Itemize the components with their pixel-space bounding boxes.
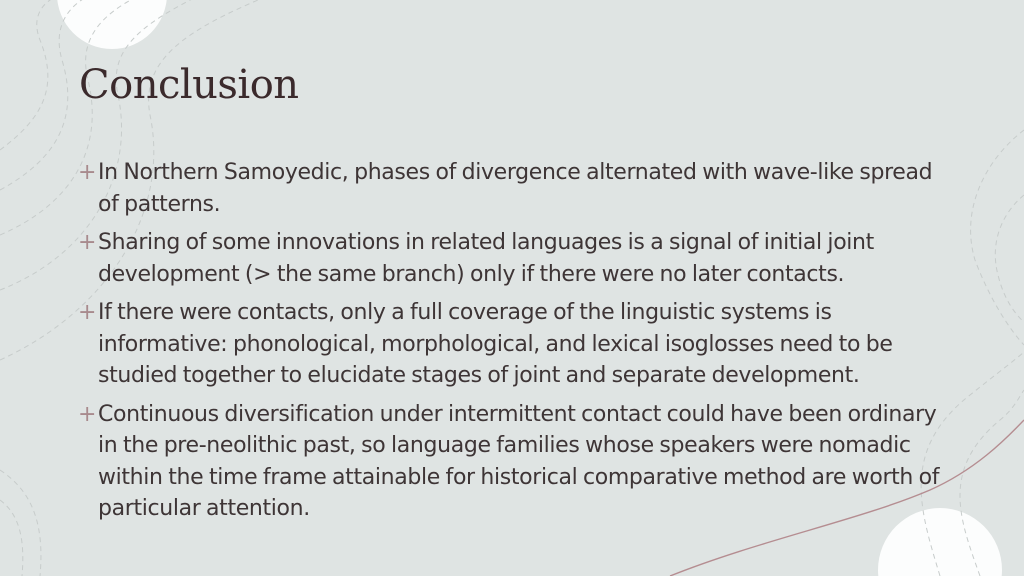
plus-icon: + xyxy=(78,230,97,255)
bullet-list xyxy=(78,157,958,532)
bullet-item xyxy=(78,157,958,220)
slide-title: Conclusion xyxy=(79,62,299,108)
bullet-item xyxy=(78,297,958,392)
plus-icon: + xyxy=(78,300,97,325)
plus-icon: + xyxy=(78,160,97,185)
plus-icon: + xyxy=(78,401,97,427)
bullet-text: Sharing of some innovations in related languages is a signal of initial joint development (> the same branch) only if there were no later contacts. xyxy=(98,230,874,287)
bullet-item xyxy=(78,399,958,525)
bullet-text: If there were contacts, only a full coverage of the linguistic systems is informative: phonological, morphological, and lexical isoglosses need to be studied together to elucidate stages of joint and separate development. xyxy=(98,300,893,388)
bullet-text: Continuous diversification under intermittent contact could have been ordinary in the pre-neolithic past, so language families whose speakers were nomadic within the time frame attainable for historical comparative method are worth of particular attention. xyxy=(98,401,940,521)
decor-circle-top-left xyxy=(57,0,167,49)
bullet-text: In Northern Samoyedic, phases of divergence alternated with wave-like spread of patterns. xyxy=(98,160,933,217)
decor-contours-bottom-left xyxy=(0,470,41,576)
bullet-item xyxy=(78,227,958,290)
